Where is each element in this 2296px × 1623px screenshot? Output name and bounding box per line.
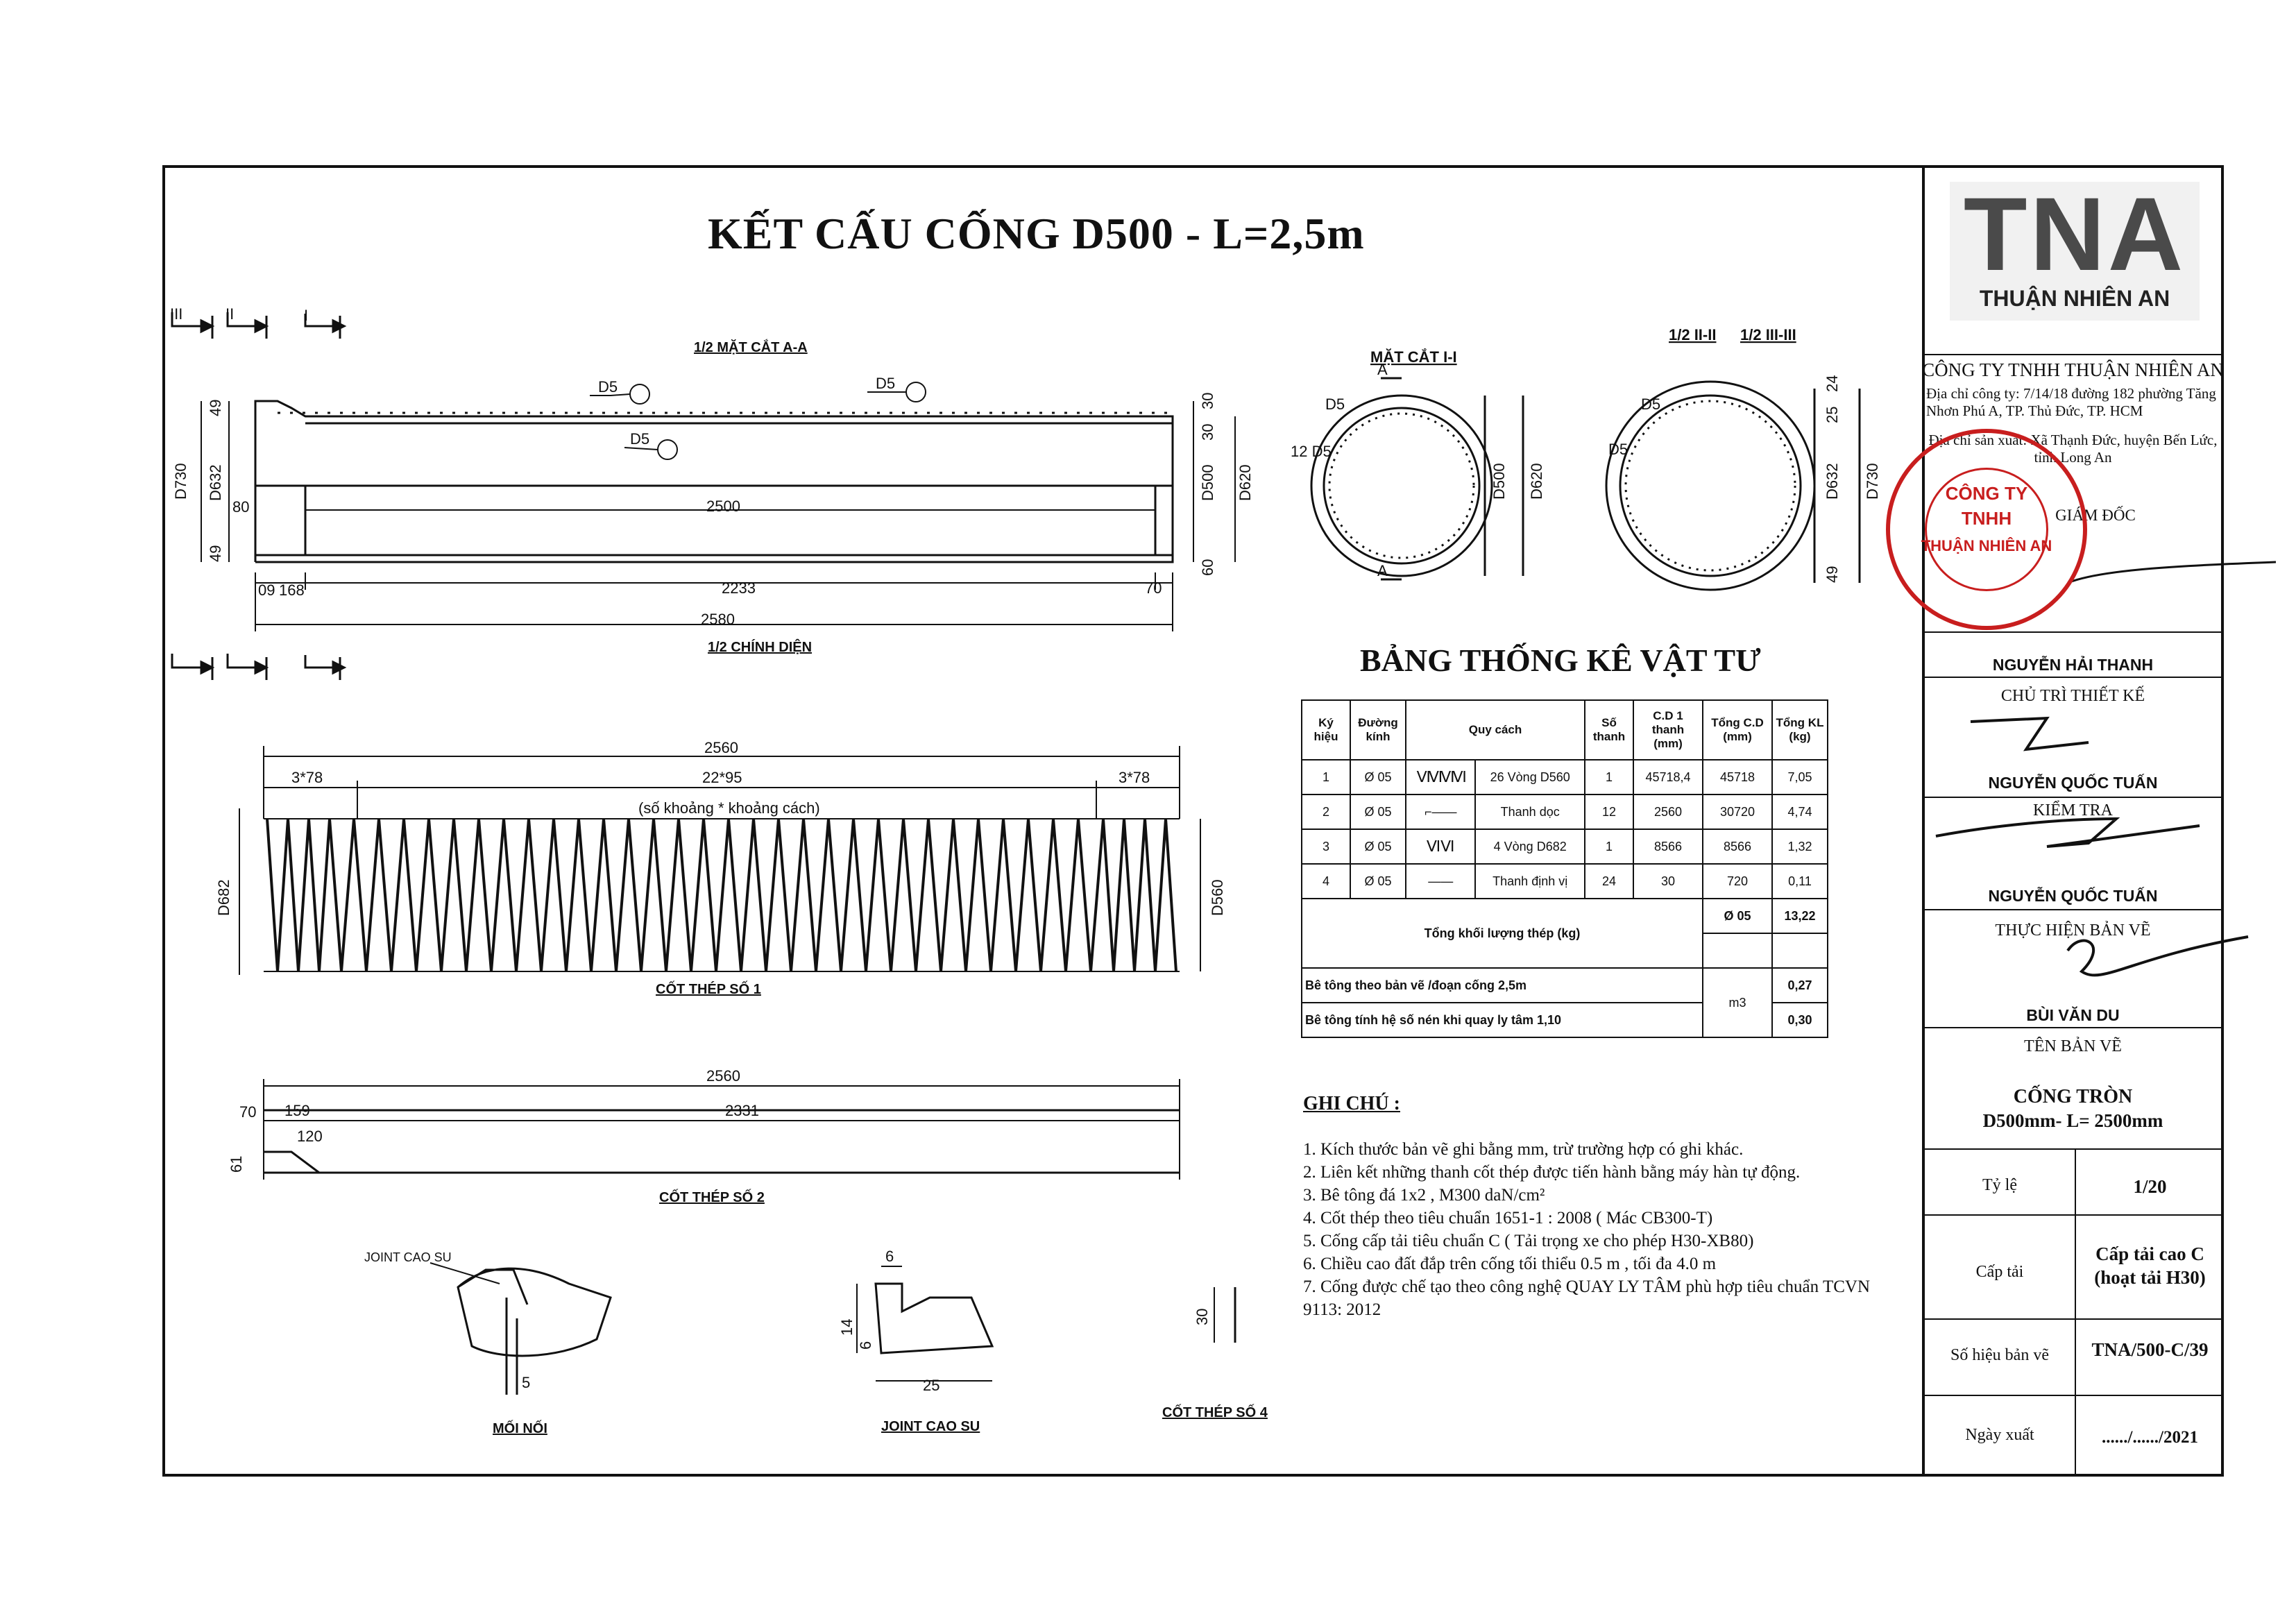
rebar1-2560: 2560 [704,739,738,756]
dim-2580: 2580 [701,611,735,628]
bom-cell: Ø 05 [1350,864,1406,899]
straight-bar-icon: —— [1406,864,1475,899]
bom-title: BẢNG THỐNG KÊ VẬT TƯ [1360,643,1761,678]
label-iii-d5: D5 [1641,396,1661,413]
label-section-ii: MẶT CẮT I-I [1370,348,1457,366]
rubber-6a: 6 [885,1248,894,1265]
bom-cell: Ø 05 [1350,794,1406,829]
bom-steel-total-label: Tổng khối lượng thép (kg) [1302,899,1703,968]
dim-d620: D620 [1236,464,1254,501]
label-rebar-1: CỐT THÉP SỐ 1 [656,982,761,997]
bom-concrete-2-value: 0,30 [1772,1003,1828,1037]
bom-cell: 7,05 [1772,760,1828,794]
checker-name: NGUYỄN QUỐC TUẤN [1988,887,2158,905]
bom-header-row [1302,700,1828,760]
rebar1-2295: 22*95 [702,769,742,786]
dim-80: 80 [232,498,250,516]
drawing-name-label: TÊN BẢN VẼ [2024,1037,2122,1055]
rubber-profile [857,1266,992,1381]
joint-5: 5 [522,1374,531,1391]
notes-heading: GHI CHÚ : [1303,1093,1400,1114]
bom-h-total-len: Tổng C.D (mm) [1703,700,1772,760]
director-role: GIÁM ĐỐC [2055,507,2136,524]
bom-cell: 2560 [1633,794,1703,829]
note-item: 3. Bê tông đá 1x2 , M300 daN/cm² [1303,1186,1545,1205]
load-sub: (hoạt tải H30) [2094,1267,2206,1288]
dim-2500: 2500 [706,498,740,515]
tb-rule [1925,1318,2224,1320]
label-d5-4: D5 [876,375,896,392]
dim-d500: D500 [1199,464,1216,501]
bom-cell: 26 Vòng D560 [1475,760,1585,794]
bom-cell: 8566 [1633,829,1703,864]
dim-iii-24: 24 [1823,375,1841,392]
stamp-line-3: THUẬN NHIÊN AN [1921,537,2052,554]
dim-ii-d620: D620 [1528,463,1545,500]
bom-cell: 1 [1302,760,1350,794]
sheet-value: TNA/500-C/39 [2091,1339,2209,1360]
logo-subtitle: THUẬN NHIÊN AN [1979,286,2170,311]
bom-steel-total: 13,22 [1772,899,1828,933]
scale-value: 1/20 [2133,1176,2167,1197]
bom-cell: 2 [1302,794,1350,829]
dim-iii-49: 49 [1823,566,1841,583]
scale-label: Tỷ lệ [1982,1176,2017,1194]
dim-09: 09 [258,581,275,599]
dim-d730: D730 [172,463,189,500]
bom-cell: 1 [1585,760,1633,794]
bom-cell: 45718 [1703,760,1772,794]
bom-concrete-1-value: 0,27 [1772,968,1828,1003]
rebar1-378b: 3*78 [1119,769,1150,786]
dim-30a: 30 [1199,392,1216,409]
rebar1-note: (số khoảng * khoảng cách) [638,799,820,817]
date-label: Ngày xuất [1965,1426,2034,1444]
bom-cell: 45718,4 [1633,760,1703,794]
label-ii-d5: D5 [1325,396,1345,413]
bom-cell: 1,32 [1772,829,1828,864]
label-d5-2: D5 [630,430,650,448]
bom-h-len: C.D 1 thanh (mm) [1633,700,1703,760]
marker-ii: II [226,305,235,323]
long-section-dims [201,401,1235,631]
dim-60: 60 [1199,559,1216,576]
rebar2-70: 70 [239,1103,257,1121]
bom-cell: 4,74 [1772,794,1828,829]
label-ii-12d5: 12 D5 [1291,443,1332,460]
dim-70: 70 [1145,579,1162,597]
drawing-name: CỐNG TRÒN [2013,1086,2133,1107]
bent-bar-icon: ⌐—— [1406,794,1475,829]
notes-list [1303,1138,1872,1321]
dim-168: 168 [279,581,305,599]
drafter-role: THỰC HIỆN BẢN VẼ [1995,921,2151,940]
designer-name: NGUYỄN QUỐC TUẤN [1988,774,2158,792]
label-rebar-2: CỐT THÉP SỐ 2 [659,1190,765,1205]
drawing-spec: D500mm- L= 2500mm [1982,1110,2163,1131]
dim-iii-d632: D632 [1823,463,1841,500]
rebar-4 [1214,1287,1235,1343]
bom-h-spec: Quy cách [1406,700,1585,760]
sec-a-bottom: A [1377,562,1388,579]
bom-h-weight: Tổng KL (kg) [1772,700,1828,760]
rubber-6b: 6 [857,1341,874,1350]
label-section-aa: 1/2 MẶT CẮT A-A [694,340,808,355]
bom-cell: 4 Vòng D682 [1475,829,1585,864]
stamp-line-1: CÔNG TY [1945,483,2028,504]
bom-cell: 3 [1302,829,1350,864]
sheet-label: Số hiệu bản vẽ [1950,1346,2049,1364]
bom-cell: 0,11 [1772,864,1828,899]
table-row [1302,794,1828,829]
dim-iii-25: 25 [1823,406,1841,423]
rebar2-2560: 2560 [706,1067,740,1085]
bom-cell: 4 [1302,864,1350,899]
bom-cell: 720 [1703,864,1772,899]
bom-cell: Thanh định vị [1475,864,1585,899]
dim-d632: D632 [207,464,224,501]
bom-h-count: Số thanh [1585,700,1633,760]
bom-cell: Ø 05 [1350,829,1406,864]
company-stamp [1886,429,2087,630]
label-joint: MỐI NỐI [493,1421,547,1436]
table-row [1302,760,1828,794]
company-name: CÔNG TY TNHH THUẬN NHIÊN AN [1922,359,2224,380]
note-item: 1. Kích thước bản vẽ ghi bằng mm, trừ trường hợp có ghi khác. [1303,1140,1744,1159]
joint-rubber-label: JOINT CAO SU [364,1250,452,1264]
bom-h-id: Ký hiệu [1302,700,1350,760]
marker-iii: III [170,305,183,323]
label-rebar-4: CỐT THÉP SỐ 4 [1162,1405,1268,1420]
spiral-symbol-icon: ⅥⅥⅥⅥ [1406,760,1475,794]
bom-concrete-unit: m3 [1703,968,1772,1037]
drafter-signature [2068,937,2248,975]
bom-cell: 24 [1585,864,1633,899]
table-row [1302,829,1828,864]
checker-role: KIỂM TRA [2033,801,2113,819]
table-row [1302,899,1828,933]
table-row [1302,968,1828,1003]
rebar-1-spiral [264,819,1180,971]
rubber-14: 14 [838,1318,856,1336]
bom-cell: 1 [1585,829,1633,864]
company-logo [1950,176,2200,321]
company-address: Địa chỉ công ty: 7/14/18 đường 182 phường Tăng Nhơn Phú A, TP. Thủ Đức, TP. HCM [1926,385,2216,419]
dim-2233: 2233 [722,579,756,597]
label-front-view: 1/2 CHÍNH DIỆN [708,640,813,655]
factory-address: Địa chỉ sản xuất: Xã Thạnh Đức, huyện Bến Lức, tỉnh Long An [1928,432,2218,466]
label-rubber-joint: JOINT CAO SU [881,1419,980,1434]
rebar4-30: 30 [1193,1308,1211,1325]
table-row [1302,864,1828,899]
bom-concrete-1-label: Bê tông theo bản vẽ /đoạn cống 2,5m [1302,968,1703,1003]
callout-circles [590,382,926,459]
bom-cell: 12 [1585,794,1633,829]
bom-cell: Ø 05 [1350,760,1406,794]
dim-iii-d730: D730 [1864,463,1881,500]
dim-ii-d500: D500 [1490,463,1508,500]
label-d5-1: D5 [598,378,618,396]
section-markers-top [172,312,344,339]
sec-a-top: A [1377,361,1388,378]
stamp-line-2: TNHH [1961,508,2012,529]
rebar1-378a: 3*78 [291,769,323,786]
label-half-ii: 1/2 II-II [1669,326,1717,343]
bom-cell: 30720 [1703,794,1772,829]
marker-i: I [304,307,309,324]
rebar1-d682: D682 [215,879,232,916]
section-ii-iii [1606,382,1860,590]
designer-signature [1971,718,2089,749]
rebar2-159: 159 [284,1102,310,1119]
rebar2-120: 120 [297,1128,323,1145]
drawing-title: KẾT CẤU CỐNG D500 - L=2,5m [708,209,1365,258]
tb-rule [1925,1214,2224,1216]
designer-role: CHỦ TRÌ THIẾT KẾ [2000,687,2145,705]
dim-49a: 49 [207,399,224,416]
note-item: 7. Cống được chế tạo theo công nghệ QUAY LY TÂM phù hợp tiêu chuẩn TCVN 9113: 2012 [1303,1277,1871,1319]
date-value: ....../....../2021 [2102,1428,2198,1447]
load-value: Cấp tải cao C [2095,1243,2204,1264]
tb-rule [1925,1395,2224,1396]
bom-cell: Thanh dọc [1475,794,1585,829]
bom-cell: 30 [1633,864,1703,899]
rebar-2 [264,1079,1180,1180]
pipe-long-section [255,401,1173,562]
note-item: 6. Chiều cao đất đắp trên cống tối thiểu 0.5 m , tối đa 4.0 m [1303,1255,1717,1273]
bom-cell: 8566 [1703,829,1772,864]
ring-symbol-icon: ⅥⅥ [1406,829,1475,864]
note-item: 5. Cống cấp tải tiêu chuẩn C ( Tải trọng xe cho phép H30-XB80) [1303,1232,1754,1250]
checker-signature [1936,819,2200,847]
rebar2-61: 61 [228,1155,245,1173]
load-label: Cấp tải [1975,1263,2024,1281]
label-iii-d5b: D5 [1608,441,1629,458]
dim-30b: 30 [1199,423,1216,441]
logo-mark: TNA [1963,176,2186,292]
note-item: 2. Liên kết những thanh cốt thép được tiến hành bằng máy hàn tự động. [1303,1163,1801,1182]
rebar1-d560: D560 [1209,879,1226,916]
rebar2-2331: 2331 [725,1102,759,1119]
label-half-iii: 1/2 III-III [1740,326,1796,343]
joint-detail [430,1263,611,1395]
rubber-25: 25 [923,1377,940,1394]
drafter-name: BÙI VĂN DU [2026,1006,2120,1024]
note-item: 4. Cốt thép theo tiêu chuẩn 1651-1 : 2008 ( Mác CB300-T) [1303,1209,1713,1227]
tb-rule [1925,354,2224,355]
bom-concrete-2-label: Bê tông tính hệ số nén khi quay ly tâm 1,10 [1302,1003,1703,1037]
director-signature [2068,562,2276,583]
bom-h-dia: Đường kính [1350,700,1406,760]
section-markers-mid [172,654,344,680]
director-name: NGUYỄN HẢI THANH [1992,656,2154,674]
dim-49b: 49 [207,545,224,562]
bom-table [1301,699,1828,1038]
bom-steel-total-dia: Ø 05 [1703,899,1772,933]
